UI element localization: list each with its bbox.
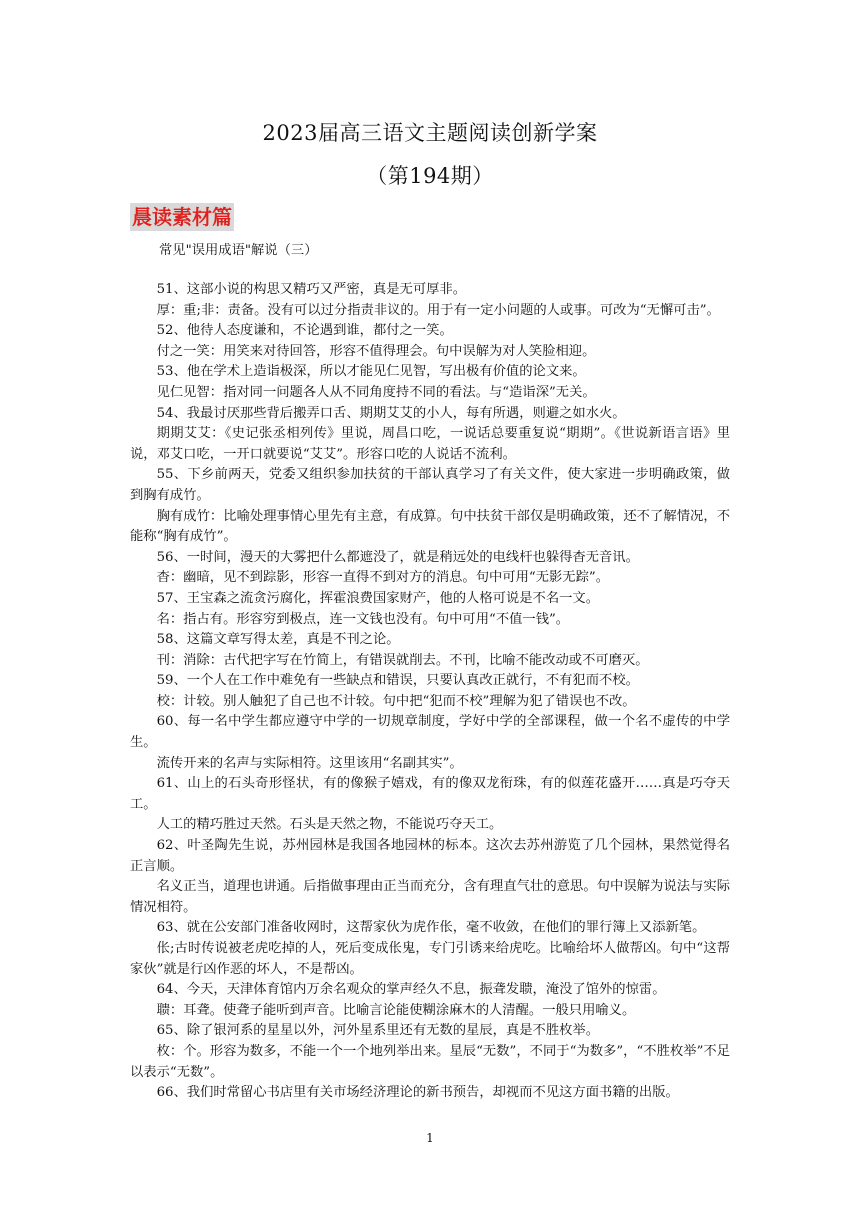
paragraph: 厚：重;非：责备。没有可以过分指责非议的。用于有一定小问题的人或事。可改为“无懈可击”。 xyxy=(156,302,720,318)
paragraph: 56、一时间，漫天的大雾把什么都遮没了，就是稍远处的电线杆也躲得杳无音讯。 xyxy=(156,549,639,565)
paragraph: 名：指占有。形容穷到极点，连一文钱也没有。句中可用“不值一钱”。 xyxy=(156,611,570,627)
paragraph: 名义正当，道理也讲通。后指做事理由正当而充分，含有理直气壮的意思。句中误解为说法与实际情况相符。 xyxy=(130,879,730,915)
paragraph: 57、王宝森之流贪污腐化，挥霍浪费国家财产，他的人格可说是不名一文。 xyxy=(156,590,600,606)
section-subtitle: 常见"误用成语"解说（三） xyxy=(159,243,318,258)
paragraph: 人工的精巧胜过天然。石头是天然之物，不能说巧夺天工。 xyxy=(156,817,503,833)
paragraph: 期期艾艾：《史记张丞相列传》里说，周昌口吃，一说话总要重复说“期期”。《世说新语言语》里说，邓艾口吃，一开口就要说“艾艾”。形容口吃的人说话不流利。 xyxy=(130,426,730,462)
paragraph: 杳：幽暗，见不到踪影，形容一直得不到对方的消息。句中可用“无影无踪”。 xyxy=(156,570,609,586)
paragraph: 见仁见智：指对同一问题各人从不同角度持不同的看法。与“造诣深”无关。 xyxy=(156,384,596,400)
paragraph: 枚：个。形容为数多，不能一个一个地列举出来。星辰“无数”，不同于“为数多”，“不胜枚举”不足以表示“无数”。 xyxy=(130,1043,730,1080)
paragraph: 62、叶圣陶先生说，苏州园林是我国各地园林的标本。这次去苏州游览了几个园林，果然觉得名正言顺。 xyxy=(130,838,730,874)
paragraph: 伥;古时传说被老虎吃掉的人，死后变成伥鬼，专门引诱来给虎吃。比喻给坏人做帮凶。句中“这帮家伙”就是行凶作恶的坏人，不是帮凶。 xyxy=(130,941,730,977)
paragraph: 64、今天，天津体育馆内万余名观众的掌声经久不息，振聋发聩，淹没了馆外的惊雷。 xyxy=(156,982,666,998)
paragraph: 65、除了银河系的星星以外，河外星系里还有无数的星辰，真是不胜枚举。 xyxy=(156,1023,600,1039)
paragraph: 校：计较。别人触犯了自己也不计较。句中把“犯而不校”理解为犯了错误也不改。 xyxy=(156,693,636,709)
document-body xyxy=(130,280,730,1104)
paragraph: 58、这篇文章写得太差，真是不刊之论。 xyxy=(156,632,400,648)
paragraph: 59、一个人在工作中难免有一些缺点和错误，只要认真改正就行，不有犯而不校。 xyxy=(156,673,639,689)
paragraph: 胸有成竹：比喻处理事情心里先有主意，有成算。句中扶贫干部仅是明确政策，还不了解情况，不能称“胸有成竹”。 xyxy=(130,508,730,545)
paragraph: 61、山上的石头奇形怪状，有的像猴子嬉戏，有的像双龙衔珠，有的似莲花盛开……真是巧夺天工。 xyxy=(130,776,730,812)
paragraph: 付之一笑：用笑来对待回答，形容不值得理会。句中误解为对人笑脸相迎。 xyxy=(156,343,596,359)
section-heading: 晨读素材篇 xyxy=(132,205,232,229)
paragraph: 51、这部小说的构思又精巧又严密，真是无可厚非。 xyxy=(156,282,467,297)
paragraph: 53、他在学术上造诣极深，所以才能见仁见智，写出极有价值的论文来。 xyxy=(156,364,586,380)
page-number: 1 xyxy=(426,1131,434,1145)
paragraph: 63、就在公安部门准备收网时，这帮家伙为虎作伥，毫不收敛，在他们的罪行簿上又添新笔。 xyxy=(156,920,706,936)
issue-number: （第194期） xyxy=(366,164,494,188)
paragraph: 55、下乡前两天，党委又组织参加扶贫的干部认真学习了有关文件，使大家进一步明确政策，做到胸有成竹。 xyxy=(130,467,730,503)
paragraph: 52、他待人态度谦和，不论遇到谁，都付之一笑。 xyxy=(156,323,453,339)
paragraph: 流传开来的名声与实际相符。这里该用“名副其实”。 xyxy=(156,755,463,771)
document-title: 2023届高三语文主题阅读创新学案 xyxy=(262,121,598,145)
paragraph: 54、我最讨厌那些背后搬弄口舌、期期艾艾的小人，每有所遇，则避之如水火。 xyxy=(156,405,626,421)
paragraph: 66、我们时常留心书店里有关市场经济理论的新书预告，却视而不见这方面书籍的出版。 xyxy=(156,1085,679,1101)
paragraph: 60、每一名中学生都应遵守中学的一切规章制度，学好中学的全部课程，做一个名不虚传的中学生。 xyxy=(130,714,730,751)
paragraph: 聩：耳聋。使聋子能听到声音。比喻言论能使糊涂麻木的人清醒。一般只用喻义。 xyxy=(156,1002,636,1018)
paragraph: 刊：消除：古代把字写在竹简上，有错误就削去。不刊，比喻不能改动或不可磨灭。 xyxy=(156,652,649,668)
